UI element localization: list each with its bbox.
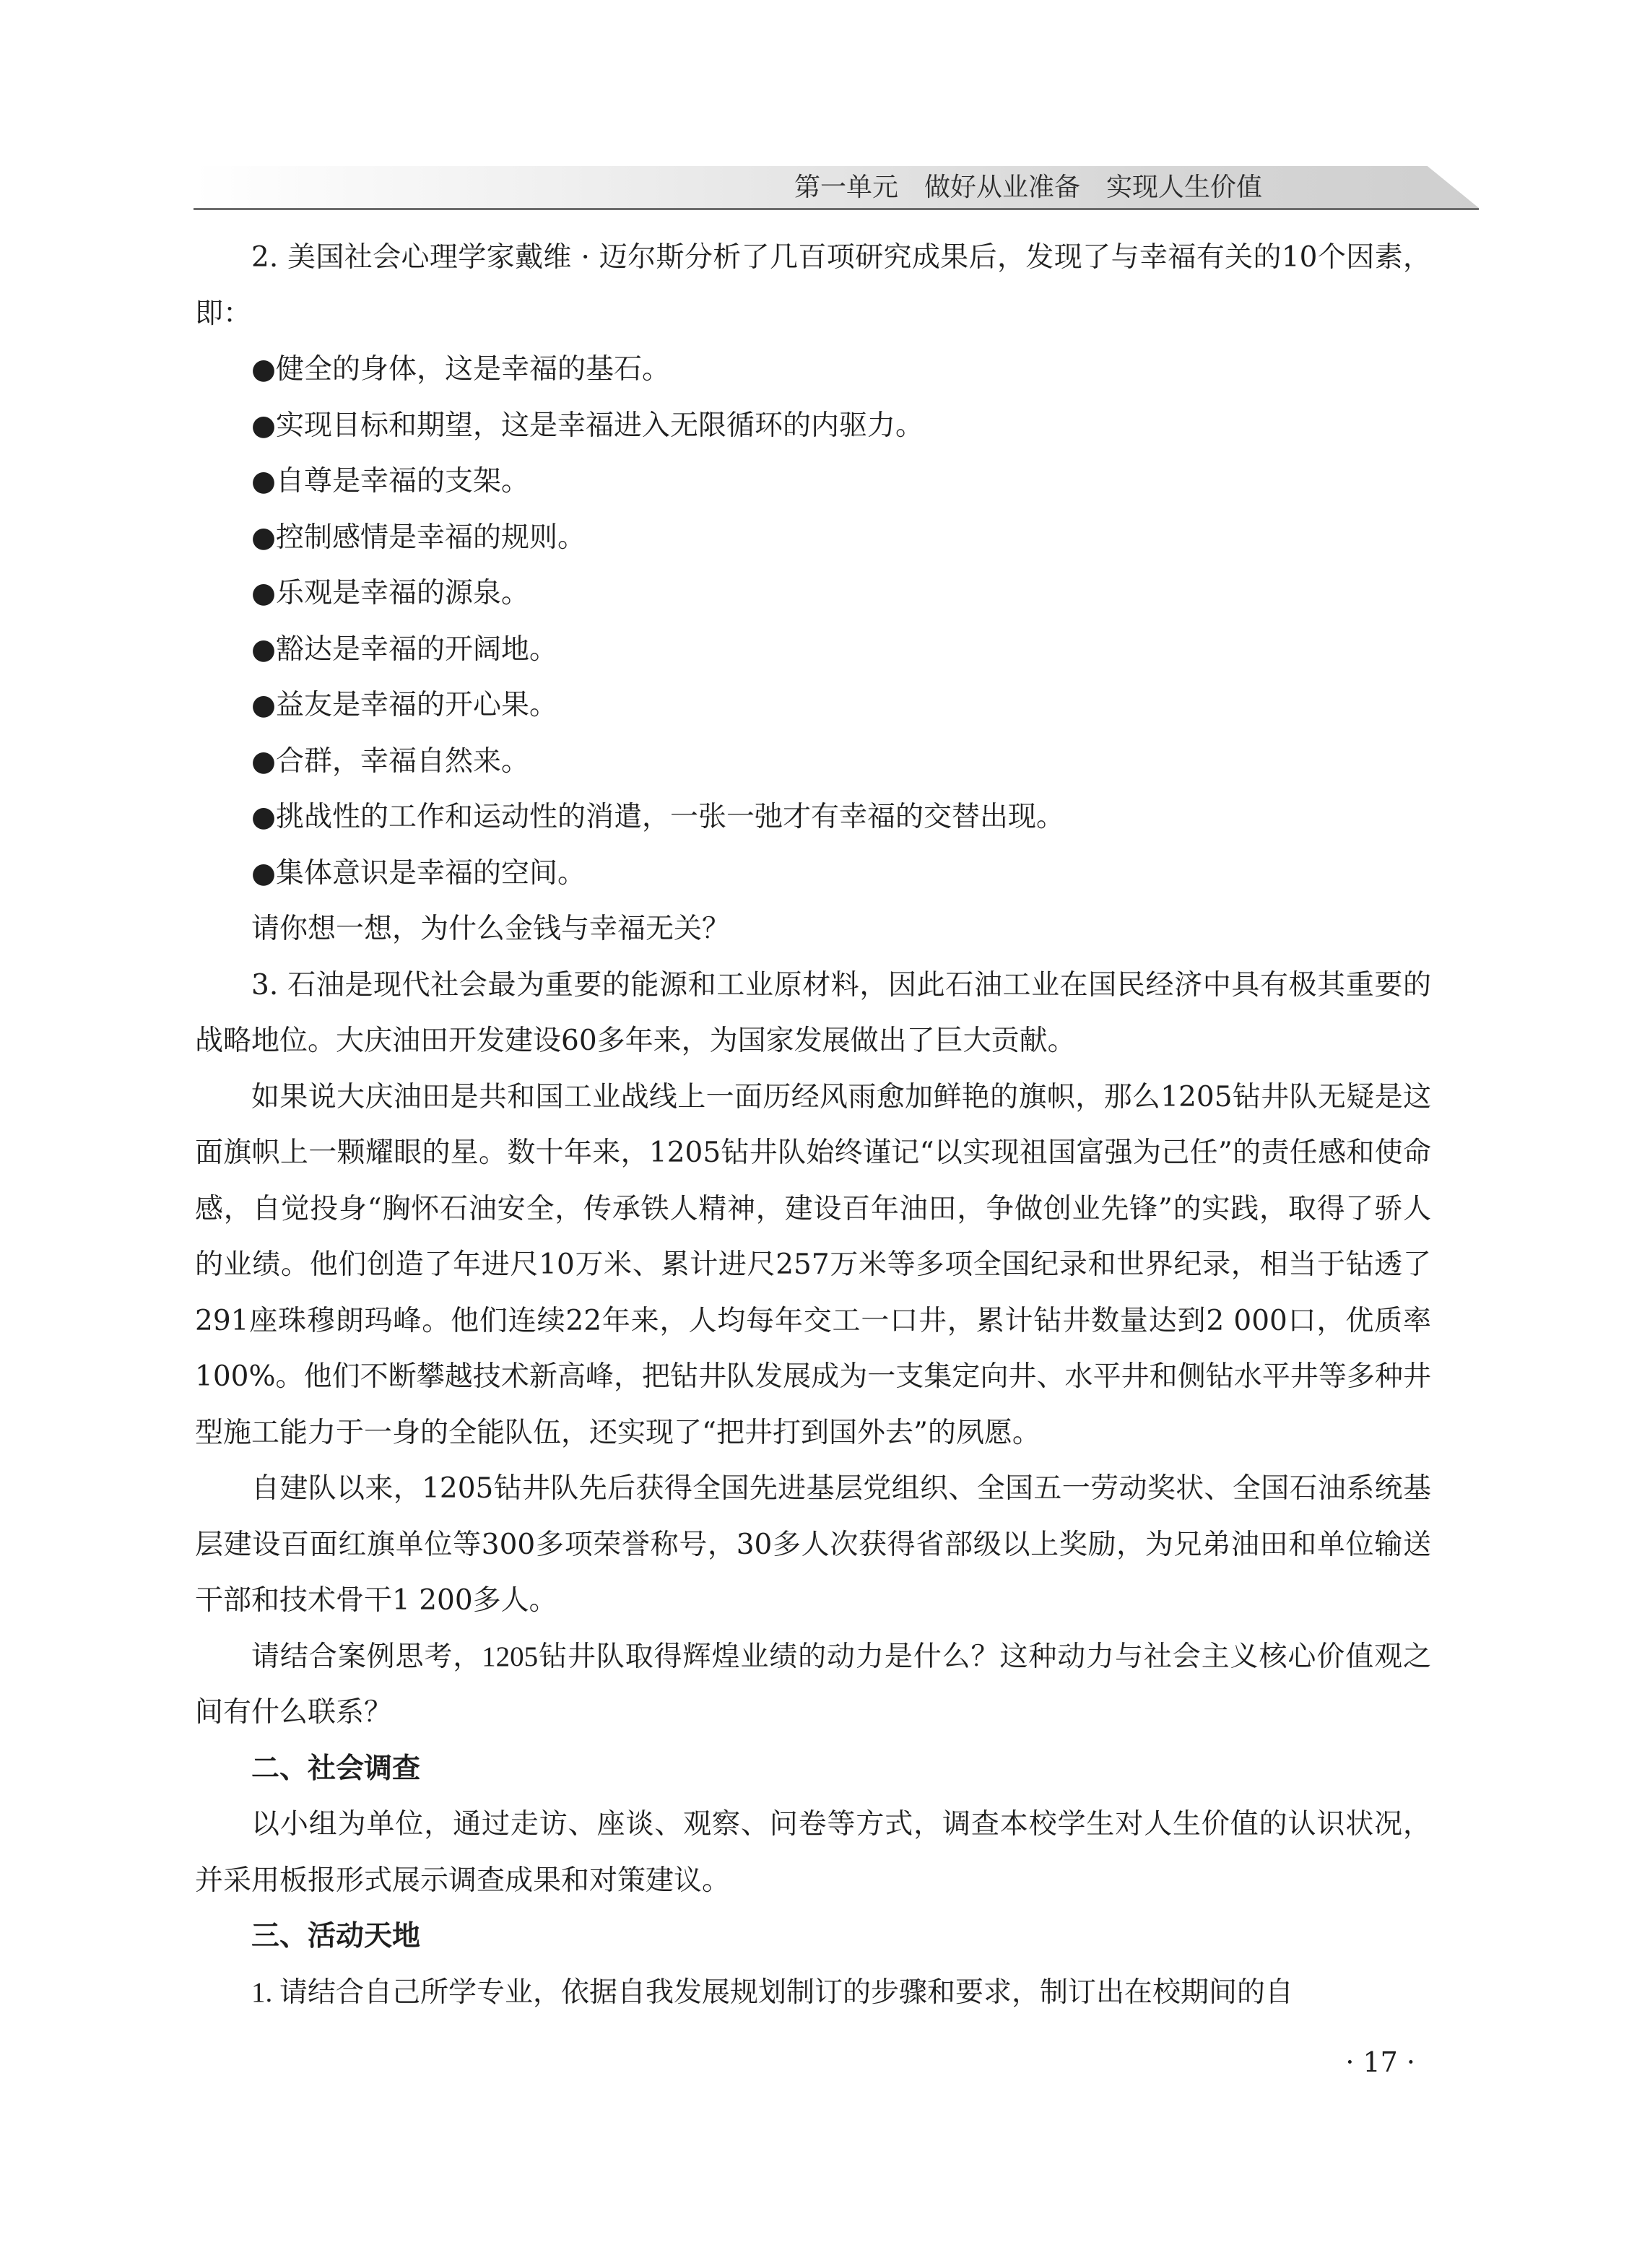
bullet-item: ●控制感情是幸福的规则。 [251, 521, 586, 554]
page-number: · 17 · [1345, 2046, 1415, 2078]
bullet-item: ●乐观是幸福的源泉。 [251, 577, 530, 609]
running-header [194, 166, 1479, 208]
paragraph: 2. 美国社会心理学家戴维 · 迈尔斯分析了几百项研究成果后，发现了与幸福有关的10个因素，即： [195, 241, 1431, 330]
header-title: 第一单元 做好从业准备 实现人生价值 [794, 173, 1262, 202]
section-heading: 二、社会调查 [251, 1752, 421, 1785]
paragraph: 自建队以来，1205钻井队先后获得全国先进基层党组织、全国五一劳动奖状、全国石油系统基层建设百面红旗单位等300多项荣誉称号，30多人次获得省部级以上奖励，为兄弟油田和单位输送干部和技术骨干1 200多人。 [195, 1472, 1431, 1617]
bullet-item: ●健全的身体，这是幸福的基石。 [251, 353, 671, 386]
bullet-item: ●自尊是幸福的支架。 [251, 465, 530, 498]
header-rule [194, 208, 1479, 210]
section-heading: 三、活动天地 [251, 1920, 421, 1952]
paragraph: 如果说大庆油田是共和国工业战线上一面历经风雨愈加鲜艳的旗帜，那么1205钻井队无疑是这面旗帜上一颗耀眼的星。数十年来，1205钻井队始终谨记“以实现祖国富强为己任”的责任感和使命感，自觉投身“胸怀石油安全，传承铁人精神，建设百年油田，争做创业先锋”的实践，取得了骄人的业绩。他们创造了年进尺10万米、累计进尺257万米等多项全国纪录和世界纪录，相当于钻透了291座珠穆朗玛峰。他们连续22年来，人均每年交工一口井，累计钻井数量达到2 000口，优质率100%。他们不断攀越技术新高峰，把钻井队发展成为一支集定向井、水平井和侧钻水平井等多种井型施工能力于一身的全能队伍，还实现了“把井打到国外去”的夙愿。 [195, 1080, 1431, 1449]
page-body [195, 230, 1431, 2020]
paragraph: 3. 石油是现代社会最为重要的能源和工业原材料，因此石油工业在国民经济中具有极其重要的战略地位。大庆油田开发建设60多年来，为国家发展做出了巨大贡献。 [195, 968, 1431, 1057]
paragraph: 1. 请结合自己所学专业，依据自我发展规划制订的步骤和要求，制订出在校期间的自 [251, 1976, 1294, 2008]
bullet-item: ●豁达是幸福的开阔地。 [251, 633, 558, 666]
bullet-item: ●合群，幸福自然来。 [251, 744, 530, 778]
paragraph: 请你想一想，为什么金钱与幸福无关？ [251, 913, 731, 944]
bullet-item: ●集体意识是幸福的空间。 [251, 856, 586, 890]
bullet-item: ●实现目标和期望，这是幸福进入无限循环的内驱力。 [251, 409, 924, 442]
bullet-item: ●挑战性的工作和运动性的消遣，一张一弛才有幸福的交替出现。 [251, 801, 1065, 833]
bullet-item: ●益友是幸福的开心果。 [251, 689, 558, 721]
paragraph: 请结合案例思考，1205钻井队取得辉煌业绩的动力是什么？这种动力与社会主义核心价值观之间有什么联系？ [195, 1641, 1431, 1728]
paragraph: 以小组为单位，通过走访、座谈、观察、问卷等方式，调查本校学生对人生价值的认识状况，并采用板报形式展示调查成果和对策建议。 [195, 1809, 1431, 1896]
